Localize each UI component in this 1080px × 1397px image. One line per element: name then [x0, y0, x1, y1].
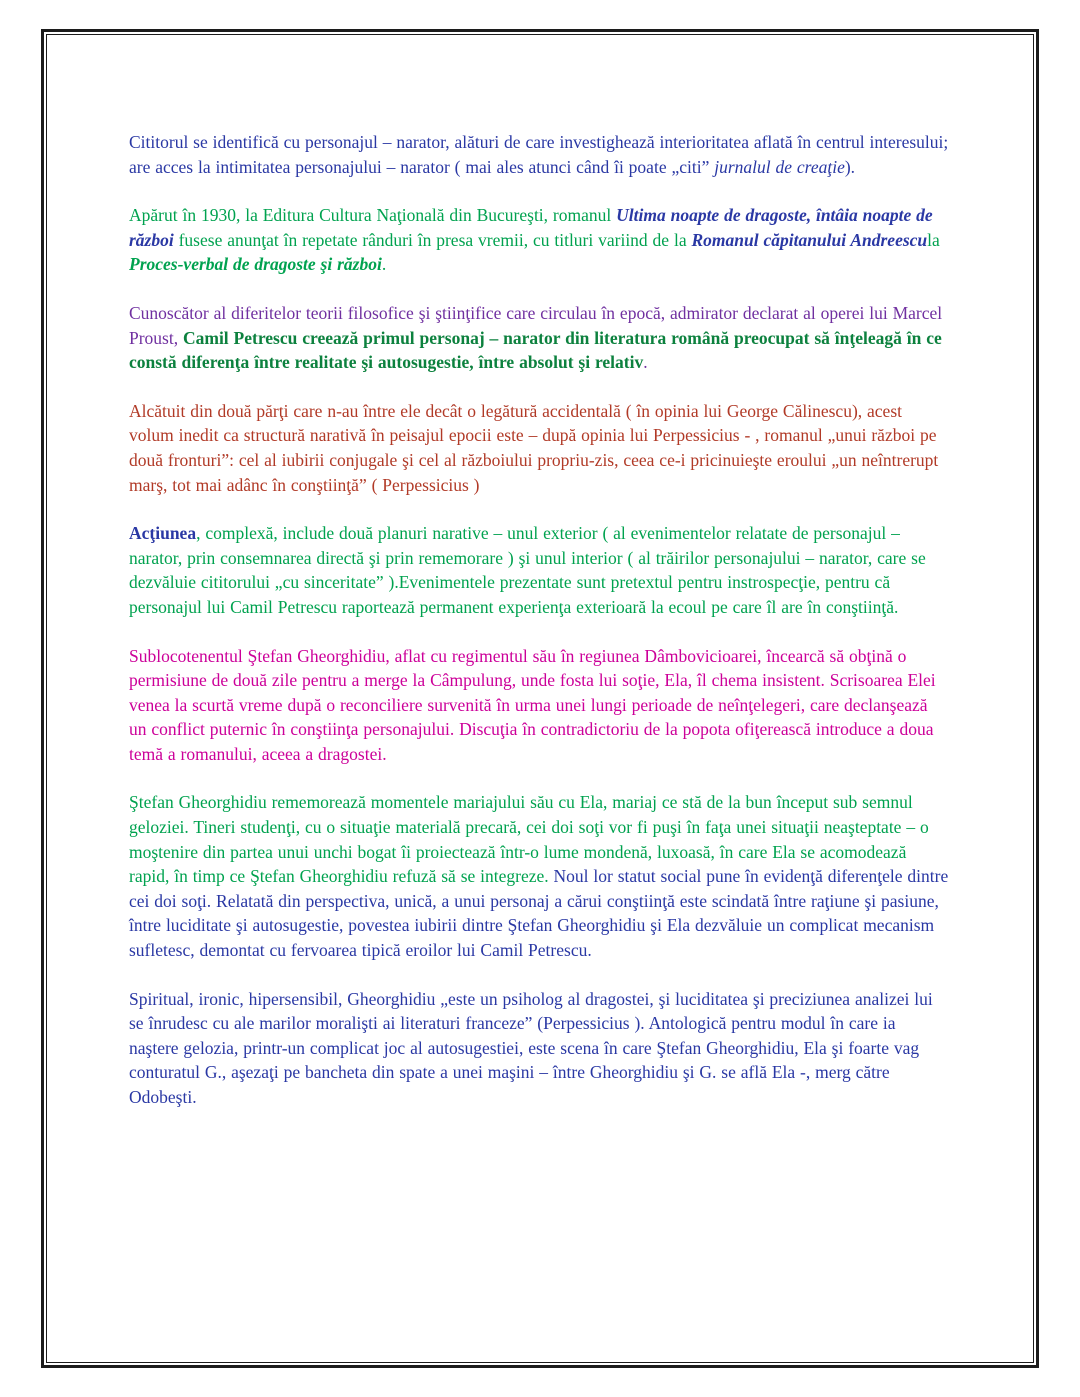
text-run: Ultima noapte de dragoste, întâia noapte de război: [129, 205, 938, 250]
text-run: ).: [844, 156, 856, 177]
paragraph: [129, 130, 954, 179]
text-run: Cititorul se identifică cu personajul – narator, alături de care investighează interioritatea aflată în centrul interesului; are acces la intimitatea personajului – narator ( mai ales atunci când îi poate „citi”: [129, 132, 954, 177]
text-run: Acţiunea: [129, 523, 197, 544]
paragraph: [129, 644, 949, 767]
text-run: fusese anunţat în repetate rânduri în presa vremii, cu titluri variind de la: [173, 229, 692, 250]
text-run: .: [643, 352, 648, 373]
paragraph: [129, 790, 954, 962]
paragraph: [129, 987, 949, 1110]
text-run: .: [381, 254, 387, 275]
text-run: Camil Petrescu creează primul personaj – narator din literatura română preocupat să înţeleagă în ce constă diferenţa între realitate şi autosugestie, între absolut şi relativ: [129, 327, 947, 373]
text-run: , complexă, include două planuri narative – unul exterior ( al evenimentelor relatate de personajul – narator, prin consemnarea directă şi prin rememorare ) şi unul interior ( al trăirilor personajului – narator, care se dezvăluie cititorului „cu sinceritate” ).Evenimentele prezentate sunt pretextul pentru instrospecţie, pentru că personajul lui Camil Petrescu raportează permanent experienţa exterioară la ecoul pe care îl are în conştiinţă.: [129, 523, 931, 617]
text-run: Proces-verbal de dragoste şi război: [129, 254, 382, 275]
text-run: jurnalul de creaţie: [714, 156, 845, 177]
text-run: Cunoscător al diferitelor teorii filosofice şi ştiinţifice care circulau în epocă, admirator declarat al operei lui Marcel Proust,: [129, 302, 948, 348]
paragraph: [129, 301, 949, 375]
text-run: Sublocotenentul Ştefan Gheorghidiu, aflat cu regimentul său în regiunea Dâmbovicioarei, încearcă să obţină o permisiune de două zile pentru a merge la Câmpulung, unde fosta lui soţie, Ela, îl chema insistent. Scrisoarea Elei venea la scurtă vreme după o reconciliere survenită în urma unei lungi perioade de neînţelegeri, care declanşează un conflict puternic în conştiinţa personajului. Discuţia în contradictoriu de la popota ofiţerească introduce a doua temă a romanului, aceea a dragostei.: [129, 645, 941, 764]
paragraph: [129, 521, 949, 619]
text-run: Alcătuit din două părţi care n-au între ele decât o legătură accidentală ( în opinia lui George Călinescu), acest volum inedit ca structură narativă în peisajul epocii este – după opinia lui Perpessicius - , romanul „unui război pe două fronturi”: cel al iubirii conjugale şi cel al războiului propriu-zis, ceea ce-i pricinuieşte eroului „un neîntrerupt marş, tot mai adânc în conştiinţă” ( Perpessicius ): [129, 400, 944, 495]
page-border-inner: [46, 34, 1034, 1363]
document-body: [47, 35, 1033, 1362]
text-run: Romanul căpitanului Andreescu: [691, 229, 928, 250]
text-run: la: [927, 229, 945, 250]
text-run: Ştefan Gheorghidiu rememorează momentele mariajului său cu Ela, mariaj ce stă de la bun început sub semnul geloziei. Tineri studenţi, cu o situaţie materială precară, cei doi soţi vor fi puşi în faţa unei situaţii neaşteptate – o moştenire din partea unui unchi bogat îi proiectează într-o lume mondenă, luxoasă, în care Ela se acomodează rapid, în timp ce Ştefan Gheorghidiu refuză să se integreze.: [129, 792, 934, 887]
paragraph: [129, 399, 949, 497]
text-run: Noul lor statut social pune în evidenţă diferenţele dintre cei doi soţi. Relatată din perspectiva, unică, a unui personaj a cărui conştiinţă este scindată între raţiune şi pasiune, între luciditate şi autosugestie, povestea iubirii dintre Ştefan Gheorghidiu şi Ela dezvăluie un complicat mecanism sufletesc, demontat cu fervoarea tipică eroilor lui Camil Petrescu.: [129, 866, 954, 961]
text-run: Spiritual, ironic, hipersensibil, Gheorghidiu „este un psiholog al dragostei, şi luciditatea şi preciziunea analizei lui se înrudesc cu ale marilor moralişti ai literaturi franceze” (Perpessicius ). Antologică pentru modul în care ia naştere gelozia, printr-un complicat joc al autosugestiei, este scena în care Ştefan Gheorghidiu, Ela şi foarte vag conturatul G., aşezaţi pe bancheta din spate a unei maşini – între Gheorghidiu şi G. se află Ela -, merg către Odobeşti.: [129, 988, 938, 1107]
page-border: [41, 29, 1039, 1368]
paragraph: [129, 203, 949, 277]
text-run: Apărut în 1930, la Editura Cultura Naţională din Bucureşti, romanul: [129, 205, 617, 226]
